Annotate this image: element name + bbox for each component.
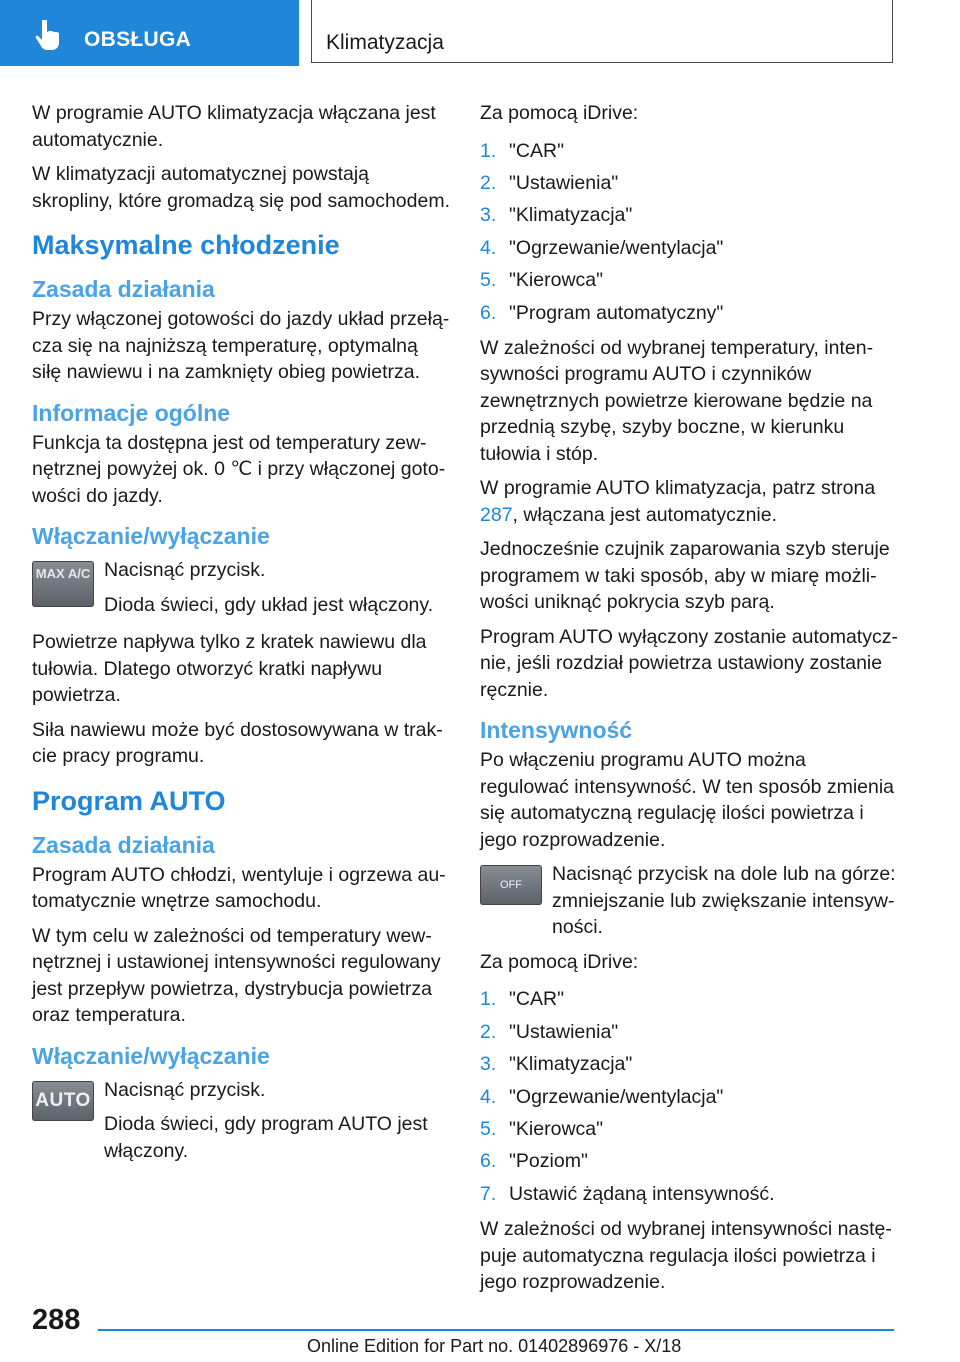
paragraph: Program AUTO chłodzi, wentyluje i ogrzewa automatycznie wnętrze samochodu. (32, 863, 446, 912)
section-tab[interactable] (0, 0, 299, 66)
hand-icon (30, 16, 66, 52)
list-item: 2. "Ustawienia" (480, 171, 619, 194)
paragraph: Po włączeniu programu AUTO można regulować intensywność. W ten sposób zmienia się automatyczną regulację ilości powietrza i jego rozprowadzenie. (480, 749, 895, 851)
instruction-text: Dioda świeci, gdy układ jest włączony. (104, 593, 434, 616)
list-item: 4. "Ogrzewanie/wentylacja" (480, 1085, 724, 1108)
paragraph: Powietrze napływa tylko z kratek nawiewu dla tułowia. Dlatego otworzyć kratki napływu powietrza. (32, 631, 427, 706)
right-column (480, 100, 900, 1304)
list-item: 4. "Ogrzewanie/wentylacja" (480, 236, 724, 259)
maxac-instruction (32, 557, 452, 623)
paragraph: W zależności od wybranej intensywności następuje automatyczna regulacja ilości powietrza i jego rozprowadzenie. (480, 1218, 892, 1294)
subheading-intensity: Intensywność (480, 717, 633, 744)
paragraph: W tym celu w zależności od temperatury wewnętrznej i ustawionej intensywności regulowany jest przepływ powietrza, dystrybucja powietrza oraz temperatura. (32, 924, 441, 1026)
paragraph: Funkcja ta dostępna jest od temperatury zewnętrznej powyżej ok. 0 ℃ i przy włączonej gotowości do jazdy. (32, 431, 446, 507)
auto-instruction (32, 1077, 452, 1165)
subheading-general-info: Informacje ogólne (32, 399, 231, 426)
list-item: 3. "Klimatyzacja" (480, 1053, 633, 1076)
page-link[interactable]: 287 (480, 503, 513, 526)
subheading-on-off: Włączanie/wyłączanie (32, 1042, 270, 1069)
footer-divider (98, 1329, 894, 1331)
idrive-steps-1 (480, 135, 900, 329)
paragraph-with-link: W programie AUTO klimatyzacja, patrz strona 287, włączana jest automatycznie. (480, 477, 876, 526)
subheading-on-off: Włączanie/wyłączanie (32, 523, 270, 549)
list-item: 5. "Kierowca" (480, 1118, 604, 1141)
left-column (32, 100, 452, 1172)
intensity-instruction (480, 861, 900, 941)
instruction-text: Nacisnąć przycisk. (104, 1078, 266, 1101)
max-ac-button-icon: MAX A/C (32, 561, 94, 607)
instruction-text: Nacisnąć przycisk. (104, 559, 266, 581)
paragraph: Za pomocą iDrive: (480, 950, 639, 973)
list-item: 6. "Program automatyczny" (480, 301, 724, 324)
instruction-text: Nacisnąć przycisk na dole lub na górze: zmniejszanie lub zwiększanie intensywności. (552, 863, 896, 939)
paragraph: W klimatyzacji automatycznej powstają skropliny, które gromadzą się pod samochodem. (32, 163, 451, 212)
paragraph: Program AUTO wyłączony zostanie automatycznie, jeśli rozdział powietrza ustawiony zostanie ręcznie. (480, 625, 898, 701)
subheading-principle: Zasada działania (32, 276, 215, 302)
list-item: 7. Ustawić żądaną intensywność. (480, 1182, 775, 1205)
chapter-header (311, 0, 893, 63)
paragraph: W zależności od wybranej temperatury, intensywności programu AUTO i czynników zewnętrznych powietrze kierowane będzie na przednią szybę, szyby boczne, w kierunku tułowia i stóp. (480, 336, 874, 465)
list-item: 1. "CAR" (480, 139, 565, 162)
heading-auto-program: Program AUTO (32, 785, 226, 816)
subheading-principle: Zasada działania (32, 831, 215, 858)
heading-max-cooling: Maksymalne chłodzenie (32, 230, 340, 260)
list-item: 2. "Ustawienia" (480, 1020, 619, 1043)
edition-footer: Online Edition for Part no. 01402896976 - X/18 (307, 1336, 682, 1356)
idrive-steps-2 (480, 983, 900, 1210)
paragraph: W programie AUTO klimatyzacja włączana jest automatycznie. (32, 102, 436, 151)
section-label: OBSŁUGA (84, 28, 192, 51)
chapter-title: Klimatyzacja (326, 31, 444, 54)
auto-button-icon: AUTO (32, 1081, 94, 1121)
list-item: 3. "Klimatyzacja" (480, 204, 633, 227)
paragraph: Za pomocą iDrive: (480, 102, 639, 124)
page-number: 288 (32, 1304, 81, 1336)
fan-intensity-button-icon: OFF (480, 865, 542, 905)
paragraph: Przy włączonej gotowości do jazdy układ przełącza się na najniższą temperaturę, optymalną siłę nawiewu i na zamknięty obieg powietrza. (32, 308, 450, 383)
paragraph: Siła nawiewu może być dostosowywana w trakcie pracy programu. (32, 718, 443, 767)
list-item: 1. "CAR" (480, 988, 565, 1011)
paragraph: Jednocześnie czujnik zaparowania szyb steruje programem w taki sposób, aby w miarę możliwości uniknąć pokrycia szyb parą. (480, 538, 890, 614)
list-item: 6. "Poziom" (480, 1150, 588, 1173)
list-item: 5. "Kierowca" (480, 269, 604, 292)
instruction-text: Dioda świeci, gdy program AUTO jest włączony. (104, 1113, 428, 1162)
